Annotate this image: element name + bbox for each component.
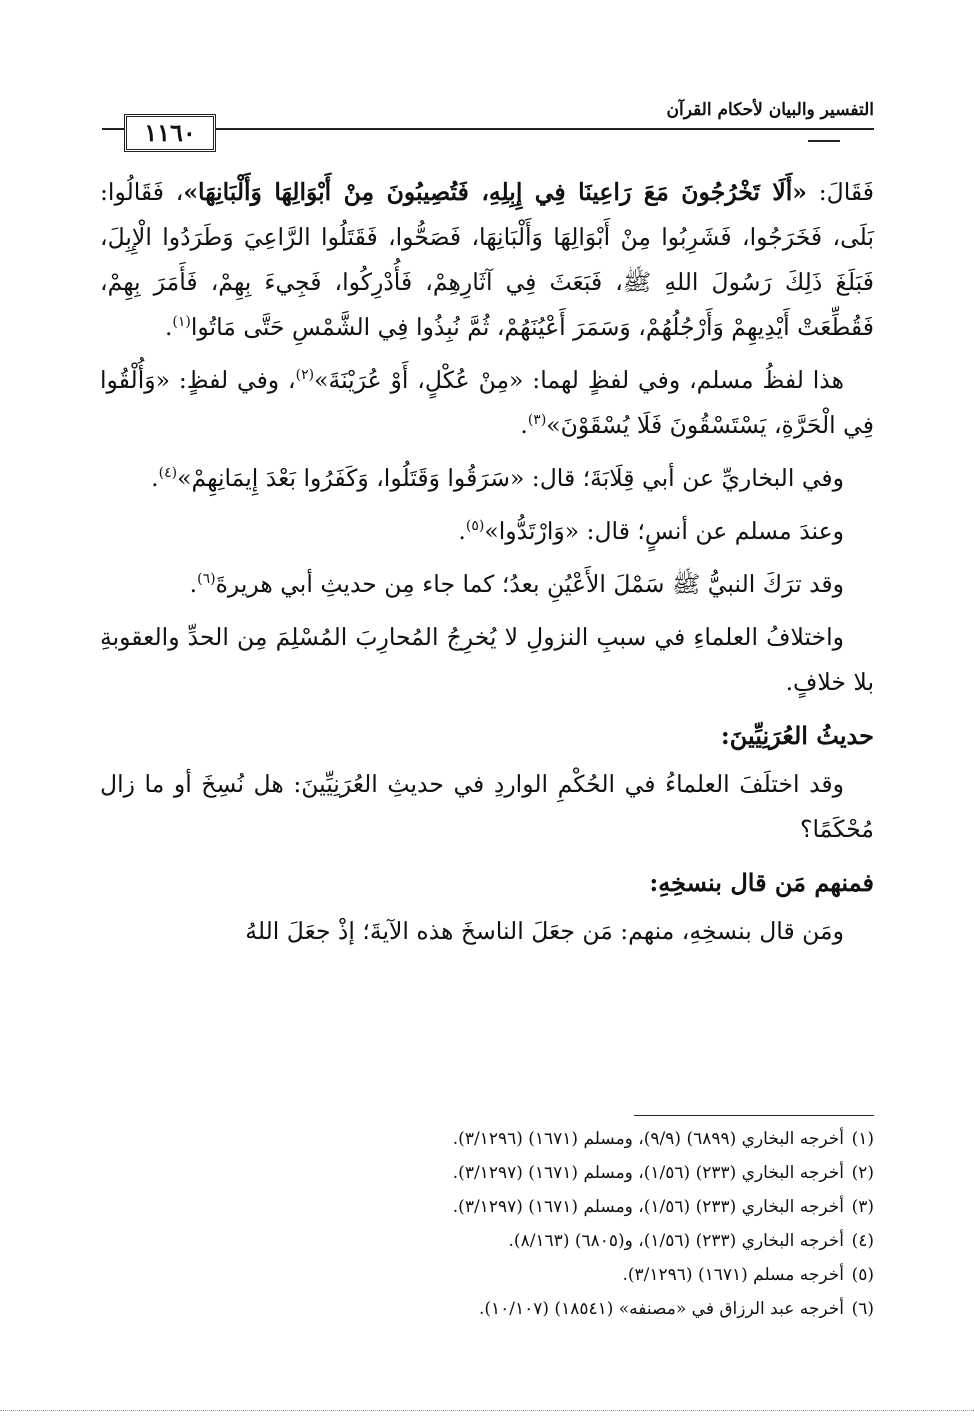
footnote-ref-5[interactable]: (٥) xyxy=(465,518,485,535)
footnote-ref-1[interactable]: (١) xyxy=(172,314,191,331)
section-heading-uraniyyin: حديثُ العُرَنِيِّينَ: xyxy=(720,721,874,750)
p5-end: . xyxy=(189,570,198,598)
footnote-text: أخرجه مسلم (١٦٧١) (٣/١٢٩٦). xyxy=(622,1265,844,1285)
footnote-2 xyxy=(120,1156,874,1190)
paragraph-1 xyxy=(100,170,874,350)
footnote-ref-6[interactable]: (٦) xyxy=(197,571,216,588)
footnote-text: أخرجه البخاري (٢٣٣) (١/٥٦)، ومسلم (١٦٧١) (٣/١٢٩٧). xyxy=(452,1197,844,1217)
footnote-number: (٤) xyxy=(851,1231,874,1251)
footnote-rule xyxy=(634,1115,874,1116)
p1-end: . xyxy=(164,313,173,341)
p1-lead: فَقَالَ: xyxy=(806,178,874,206)
scan-edge xyxy=(0,1410,974,1411)
footnote-ref-4[interactable]: (٤) xyxy=(158,465,178,482)
p3-a: وفي البخاريِّ عن أبي قِلَابَةَ؛ قال: «سَرَقُوا وَقَتَلُوا، وَكَفَرُوا بَعْدَ إِيمَانِهِمْ» xyxy=(177,464,844,492)
footnote-4 xyxy=(120,1224,874,1258)
footnote-1 xyxy=(120,1122,874,1156)
p1-rest: ، فَقَالُوا: بَلَى، فَخَرَجُوا، فَشَرِبُوا مِنْ أَبْوَالِهَا وَأَلْبَانِهَا، فَصَحُّوا، فَقَتَلُوا الرَّاعِيَ وَطَرَدُوا الْإِبِلَ، فَبَلَغَ ذَلِكَ رَسُولَ اللهِ ﷺ، فَبَعَثَ فِي آثَارِهِمْ، فَأُدْرِكُوا، فَجِيءَ بِهِمْ، فَأَمَرَ بِهِمْ، فَقُطِّعَتْ أَيْدِيهِمْ وَأَرْجُلُهُمْ، وَسَمَرَ أَعْيُنَهُمْ، ثُمَّ نُبِذُوا فِي الشَّمْسِ حَتَّى مَاتُوا xyxy=(100,178,874,341)
page-number: ١١٦٠ xyxy=(124,114,216,152)
footnote-3 xyxy=(120,1190,874,1224)
footnote-text: أخرجه البخاري (٢٣٣) (١/٥٦)، و(٦٨٠٥) (٨/١٦٣). xyxy=(508,1231,844,1251)
footnote-5 xyxy=(120,1258,874,1292)
page-number-dash xyxy=(808,140,840,142)
p4-end: . xyxy=(458,517,466,545)
footnote-number: (٢) xyxy=(851,1163,874,1183)
footnote-text: أخرجه عبد الرزاق في «مصنفه» (١٨٥٤١) (١٠/١٠٧). xyxy=(478,1299,844,1319)
footnote-6 xyxy=(120,1292,874,1326)
footnote-number: (٥) xyxy=(851,1265,874,1285)
paragraph-8 xyxy=(100,909,874,954)
running-title: التفسير والبيان لأحكام القرآن xyxy=(666,100,874,120)
p2-end: . xyxy=(520,411,528,439)
p7-text: وقد اختلَفَ العلماءُ في الحُكْمِ الواردِ في حديثِ العُرَنِيِّينَ: هل نُسِخَ أو ما زال مُحْكَمًا؟ xyxy=(100,770,874,843)
paragraph-5 xyxy=(100,562,874,607)
paragraph-3 xyxy=(100,456,874,501)
p1-quote: «أَلَا تَخْرُجُونَ مَعَ رَاعِينَا فِي إِبِلِهِ، فَتُصِيبُونَ مِنْ أَبْوَالِهَا وَأَلْبَانِهَا» xyxy=(183,178,807,206)
paragraph-6 xyxy=(100,615,874,705)
footnote-number: (٣) xyxy=(851,1197,874,1217)
footnote-ref-3[interactable]: (٣) xyxy=(527,412,547,429)
main-text xyxy=(100,170,874,962)
p5-a: وقد ترَكَ النبيُّ ﷺ سَمْلَ الأَعْيُنِ بعدُ؛ كما جاء مِن حديثِ أبي هريرةَ xyxy=(215,570,844,598)
footnote-number: (٦) xyxy=(851,1299,874,1319)
footnotes xyxy=(120,1122,874,1326)
footnote-ref-2[interactable]: (٢) xyxy=(295,367,315,384)
p8-text: ومَن قال بنسخِهِ، منهم: مَن جعَلَ الناسخَ هذه الآيةَ؛ إذْ جعَلَ اللهُ xyxy=(245,917,844,945)
footnote-text: أخرجه البخاري (٦٨٩٩) (٩/٩)، ومسلم (١٦٧١) (٣/١٢٩٦). xyxy=(452,1129,844,1149)
paragraph-2 xyxy=(100,358,874,448)
header-rule xyxy=(102,128,874,130)
footnote-text: أخرجه البخاري (٢٣٣) (١/٥٦)، ومسلم (١٦٧١) (٣/١٢٩٧). xyxy=(452,1163,844,1183)
p3-end: . xyxy=(151,464,159,492)
paragraph-4 xyxy=(100,509,874,554)
p2-a: هذا لفظُ مسلم، وفي لفظٍ لهما: «مِنْ عُكْلٍ، أَوْ عُرَيْنَةَ» xyxy=(314,366,844,394)
p4-a: وعندَ مسلم عن أنسٍ؛ قال: «وَارْتَدُّوا» xyxy=(484,517,844,545)
p6-text: واختلافُ العلماءِ في سببِ النزولِ لا يُخرِجُ المُحارِبَ المُسْلِمَ مِن الحدِّ والعقوبةِ بلا خلافٍ. xyxy=(100,623,874,696)
paragraph-7 xyxy=(100,762,874,852)
section-heading-abrogation: فمنهم مَن قال بنسخِهِ: xyxy=(649,868,874,897)
p2-b: ، وفي لفظٍ: «وَأُلْقُوا فِي الْحَرَّةِ، يَسْتَسْقُونَ فَلَا يُسْقَوْنَ» xyxy=(100,366,874,439)
footnote-number: (١) xyxy=(851,1129,874,1149)
